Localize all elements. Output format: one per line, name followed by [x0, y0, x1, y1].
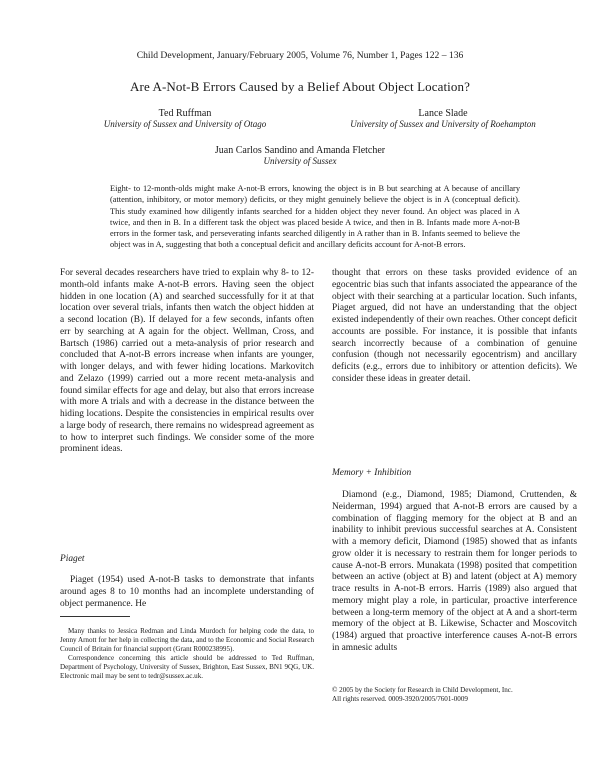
author-block-2 — [318, 108, 568, 129]
author-affiliation: University of Sussex and University of Otago — [103, 119, 267, 129]
piaget-paragraph — [60, 575, 314, 610]
section-heading-memory: Memory + Inhibition — [332, 468, 412, 478]
author-name: Lance Slade — [418, 108, 468, 119]
rights-line: All rights reserved. 0009-3920/2005/7601-0009 — [332, 695, 468, 703]
piaget-continued — [332, 268, 577, 386]
footnotes — [60, 627, 314, 680]
correspondence-note: Correspondence concerning this article should be addressed to Ted Ruffman, Department of Psychology, University of Sussex, Brighton, East Sussex, BN1 9QG, UK. Electronic mail may be sent to tedr@sussex.ac.uk. — [60, 653, 314, 680]
copyright-line: © 2005 by the Society for Research in Child Development, Inc. — [332, 686, 513, 694]
article-title: Are A-Not-B Errors Caused by a Belief About Object Location? — [130, 79, 470, 94]
author-name: Juan Carlos Sandino and Amanda Fletcher — [214, 145, 386, 156]
footnote-rule — [60, 616, 130, 617]
author-affiliation: University of Sussex — [263, 156, 337, 166]
copyright-block — [332, 686, 577, 704]
memory-text: Diamond (e.g., Diamond, 1985; Diamond, Cruttenden, & Neiderman, 1994) argued that A-not-B errors are caused by a combination of flagging memory for the object at B and an inability to inhibit previous successful searches at A. Consistent with a memory deficit, Diamond (1985) showed that as infants grow older it is necessary to restrain them for longer periods to cause A-not-B errors. Munakata (1998) posited that competition between an active (object at B) and latent (object at A) memory trace results in A-not-B errors. Harris (1989) also argued that memory might play a role, in particular, proactive interference between a long-term memory of the object at A and a short-term memory of the object at B. Likewise, Schacter and Moscovitch (1984) argued that proactive interference causes A-not-B errors in amnesic adults — [332, 490, 577, 653]
author-block-3 — [0, 145, 600, 166]
piaget-continued-text: thought that errors on these tasks provided evidence of an egocentric bias such that infants associated the appearance of the object with their searching at a particular location. Such infants, Piaget argued, did not have an understanding that the object existed independently of their own reaches. Other concept deficit accounts are possible. For instance, it is possible that infants search incorrectly because of a combination of genuine confusion (though not necessarily egocentrism) and ancillary deficits (e.g., errors due to inhibitory or attention deficits). We consider these ideas in greater detail. — [332, 268, 577, 384]
author-block-1 — [60, 108, 310, 129]
acknowledgement-note: Many thanks to Jessica Redman and Linda Murdoch for helping code the data, to Jenny Arnott for her help in collecting the data, and to the Economic and Social Research Council of Britain for financial support (Grant R000238995). — [60, 627, 314, 653]
intro-text: For several decades researchers have tried to explain why 8- to 12-month-old infants make A-not-B errors. Having seen the object hidden in one location (A) and searched successfully for it at that location over several trials, infants then watch the object hidden at a second location (B). If delayed for a few seconds, infants often err by searching at A again for the object. Wellman, Cross, and Bartsch (1986) carried out a meta-analysis of prior research and concluded that A-not-B errors increase when infants are younger, with longer delays, and with fewer hiding locations. Markovitch and Zelazo (1999) carried out a more recent meta-analysis and found similar effects for age and delay, but also that errors increase with more A trials and with a decrease in the distance between the hiding locations. Despite the consistencies in empirical results over a large body of research, there remains no widespread agreement as to how to interpret such findings. We consider some of the more prominent ideas. — [60, 268, 314, 455]
section-heading-piaget: Piaget — [60, 554, 85, 564]
author-name: Ted Ruffman — [158, 108, 212, 119]
author-affiliation: University of Sussex and University of Roehampton — [350, 119, 536, 129]
memory-paragraph — [332, 490, 577, 655]
intro-paragraph — [60, 268, 314, 456]
piaget-text: Piaget (1954) used A-not-B tasks to demonstrate that infants around ages 8 to 10 months had an incomplete understanding of object permanence. He — [60, 575, 314, 609]
abstract: Eight- to 12-month-olds might make A-not-B errors, knowing the object is in B but searching at A because of ancillary (attention, inhibitory, or motor memory) deficits, or they might genuinely believe the object is in A (conceptual deficit). This study examined how diligently infants searched for a hidden object they never found. An object was placed in A twice, and then in B. In a different task the object was placed beside A twice, and then in B. Infants made more A-not-B errors in the former task, and perseverating infants searched diligently in A rather than in B. Infants seemed to believe the object was in A, suggesting that both a conceptual deficit and ancillary deficits account for A-not-B errors. — [110, 184, 520, 250]
journal-header: Child Development, January/February 2005, Volume 76, Number 1, Pages 122 – 136 — [136, 50, 464, 61]
